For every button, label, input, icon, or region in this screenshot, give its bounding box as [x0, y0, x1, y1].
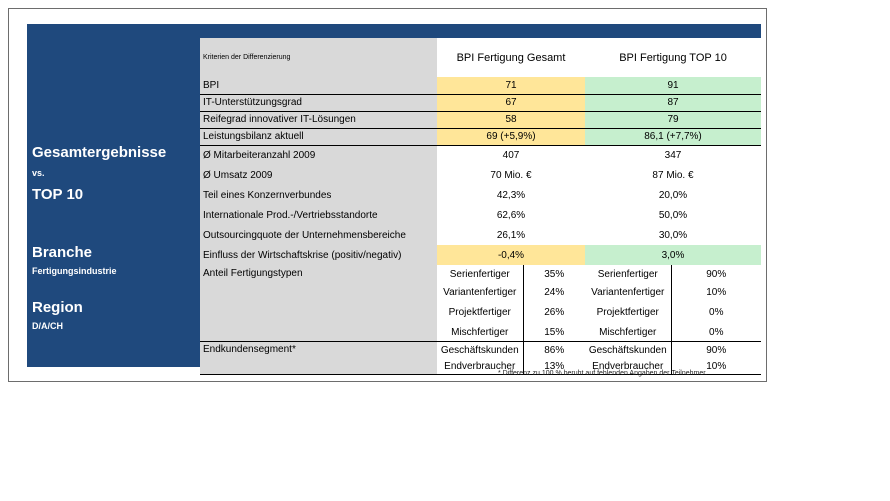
row-label: Ø Mitarbeiteranzahl 2009 — [200, 145, 437, 165]
segment-name: Endverbraucher — [585, 358, 671, 374]
row-value-b: 79 — [585, 111, 761, 128]
ftype-value: 26% — [544, 306, 565, 318]
row-value-a: 67 — [437, 94, 585, 111]
ftype-value: 35% — [544, 268, 565, 280]
ftype-value: 15% — [544, 326, 565, 338]
ftype-value: 0% — [709, 306, 724, 318]
fertigung-label: Anteil Fertigungstypen — [200, 265, 437, 342]
row-value-a: 58 — [437, 111, 585, 128]
row-value-a: 69 (+5,9%) — [437, 128, 585, 145]
table-row — [200, 128, 761, 145]
row-value-b: 86,1 (+7,7%) — [585, 128, 761, 145]
row-value-a: 26,1% — [496, 229, 526, 241]
table-row — [200, 225, 761, 245]
row-label: Outsourcingquote der Unternehmensbereiche — [200, 225, 437, 245]
ftype-name: Variantenfertiger — [585, 283, 671, 301]
title-gesamtergebnisse: Gesamtergebnisse — [32, 144, 167, 161]
row-value-a: -0,4% — [437, 245, 585, 265]
ftype-name: Mischfertiger — [585, 323, 671, 341]
left-panel — [27, 38, 200, 367]
ftype-value: 90% — [706, 268, 727, 280]
table-row — [200, 94, 761, 111]
row-value-b: 91 — [585, 77, 761, 94]
ftype-name: Projektfertiger — [585, 301, 671, 323]
segment-value: 10% — [706, 360, 727, 372]
row-label: Ø Umsatz 2009 — [200, 165, 437, 185]
row-label: IT-Unterstützungsgrad — [200, 94, 437, 111]
table-row — [200, 205, 761, 225]
ftype-value: 10% — [706, 286, 727, 298]
ftype-name: Variantenfertiger — [437, 283, 523, 301]
region-value: D/A/CH — [32, 321, 63, 331]
row-value-b: 50,0% — [658, 209, 688, 221]
segment-value: 86% — [544, 344, 565, 356]
title-top10: TOP 10 — [32, 186, 84, 203]
segment-value: 90% — [706, 344, 727, 356]
row-label: Einfluss der Wirtschaftskrise (positiv/negativ) — [200, 245, 437, 265]
row-value-a: 42,3% — [496, 189, 526, 201]
row-label: Teil eines Konzernverbundes — [200, 185, 437, 205]
endkunden-label: Endkundensegment* — [200, 342, 437, 375]
row-value-a: 71 — [437, 77, 585, 94]
footnote: * Differenz zu 100 % beruht auf fehlenden Angaben der Teilnehmer. — [498, 370, 708, 377]
ftype-name: Projektfertiger — [437, 301, 523, 323]
fertigung-a-table — [437, 265, 585, 341]
fertigung-b-table — [585, 265, 761, 341]
table-header-row — [200, 38, 761, 77]
comparison-table — [200, 38, 761, 375]
branche-value: Fertigungsindustrie — [32, 266, 117, 276]
segment-name: Geschäftskunden — [585, 342, 671, 358]
ftype-name: Serienfertiger — [437, 265, 523, 283]
row-value-b: 3,0% — [585, 245, 761, 265]
fertigung-b — [585, 265, 761, 342]
criteria-header: Kriterien der Differenzierung — [200, 38, 437, 77]
region-heading: Region — [32, 299, 83, 316]
table-row — [200, 77, 761, 94]
header-bar — [27, 24, 761, 38]
row-value-a: 62,6% — [496, 209, 526, 221]
row-value-a: 70 Mio. € — [490, 169, 532, 181]
row-label: BPI — [200, 77, 437, 94]
table-row — [200, 111, 761, 128]
branche-heading: Branche — [32, 244, 93, 261]
table-row — [200, 185, 761, 205]
ftype-value: 24% — [544, 286, 565, 298]
title-vs: vs. — [32, 168, 45, 178]
row-value-b: 347 — [664, 149, 682, 161]
segment-name: Endverbraucher — [437, 358, 523, 374]
fertigung-row — [200, 265, 761, 342]
row-value-b: 87 — [585, 94, 761, 111]
col-b-header: BPI Fertigung TOP 10 — [619, 51, 727, 64]
row-label: Leistungsbilanz aktuell — [200, 128, 437, 145]
fertigung-a — [437, 265, 585, 342]
row-label: Reifegrad innovativer IT-Lösungen — [200, 111, 437, 128]
row-value-b: 87 Mio. € — [652, 169, 694, 181]
table-row — [200, 245, 761, 265]
segment-name: Geschäftskunden — [437, 342, 523, 358]
row-label: Internationale Prod.-/Vertriebsstandorte — [200, 205, 437, 225]
col-a-header: BPI Fertigung Gesamt — [456, 51, 566, 64]
table-row — [200, 145, 761, 165]
table-row — [200, 165, 761, 185]
ftype-name: Mischfertiger — [437, 323, 523, 341]
ftype-value: 0% — [709, 326, 724, 338]
row-value-b: 20,0% — [658, 189, 688, 201]
row-value-a: 407 — [502, 149, 520, 161]
ftype-name: Serienfertiger — [585, 265, 671, 283]
row-value-b: 30,0% — [658, 229, 688, 241]
segment-value: 13% — [544, 360, 565, 372]
